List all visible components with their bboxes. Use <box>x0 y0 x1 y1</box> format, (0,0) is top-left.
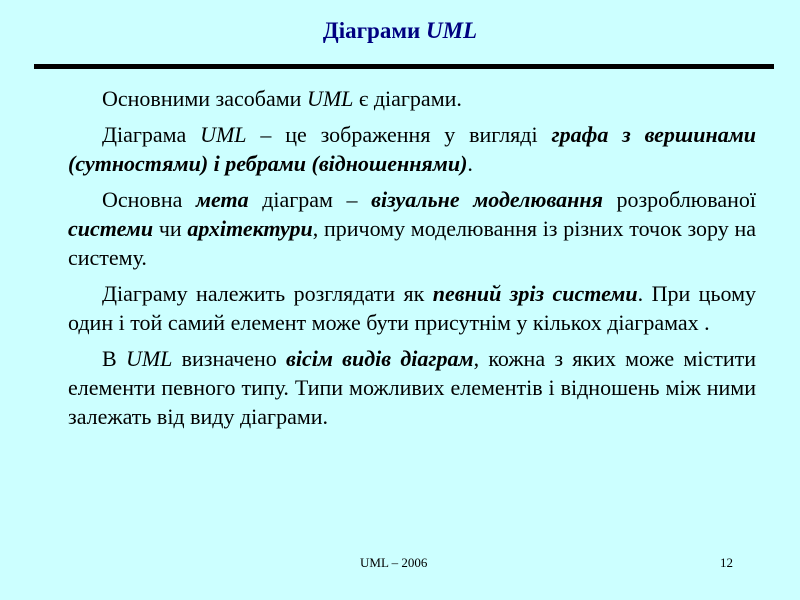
title-divider <box>34 64 774 69</box>
paragraph-3 <box>68 185 756 272</box>
page-number: 12 <box>720 555 733 570</box>
emphasis-run: графа з вершинами (сутностями) і ребрами (відношеннями) <box>68 122 756 176</box>
text-run: UML <box>306 86 354 111</box>
slide-title-emph: UML <box>426 18 478 43</box>
text-run: В <box>102 346 126 371</box>
paragraph-4 <box>68 279 756 337</box>
footer-text: UML – 2006 <box>360 555 428 570</box>
text-run: Діаграму належить розглядати як <box>102 281 433 306</box>
emphasis-run: системи <box>68 216 154 241</box>
text-run: Діаграма <box>102 122 201 147</box>
text-run: , причому моделювання із різних точок зору на систему. <box>68 216 756 270</box>
emphasis-run: вісім видів діаграм <box>286 346 474 371</box>
text-run: . При цьому один і той самий елемент може бути присутнім у кількох діаграмах . <box>68 281 756 335</box>
text-run: діаграм – <box>248 187 372 212</box>
emphasis-run: архітектури <box>187 216 313 241</box>
paragraph-2 <box>68 120 756 178</box>
emphasis-run: мета <box>195 187 249 212</box>
text-run: Основними засобами <box>102 86 307 111</box>
text-run: Основна <box>102 187 196 212</box>
text-run: чи <box>153 216 188 241</box>
emphasis-run: візуальне моделювання <box>371 187 603 212</box>
emphasis-run: певний зріз системи <box>432 281 638 306</box>
paragraph-1 <box>68 84 756 113</box>
text-run: , кожна з яких може містити елементи певного типу. Типи можливих елементів і відношень між ними залежать від виду діаграми. <box>68 346 756 429</box>
text-run: розроблюваної <box>602 187 756 212</box>
text-run: . <box>467 151 473 176</box>
text-run: – це зображення у вигляді <box>246 122 552 147</box>
paragraph-5 <box>68 344 756 431</box>
text-run: UML <box>125 346 173 371</box>
slide-title <box>0 18 800 44</box>
slide-title-prefix: Діаграми <box>322 18 426 43</box>
text-run: визначено <box>172 346 287 371</box>
text-run: UML <box>200 122 247 147</box>
slide-body <box>68 84 756 438</box>
text-run: є діаграми. <box>353 86 462 111</box>
